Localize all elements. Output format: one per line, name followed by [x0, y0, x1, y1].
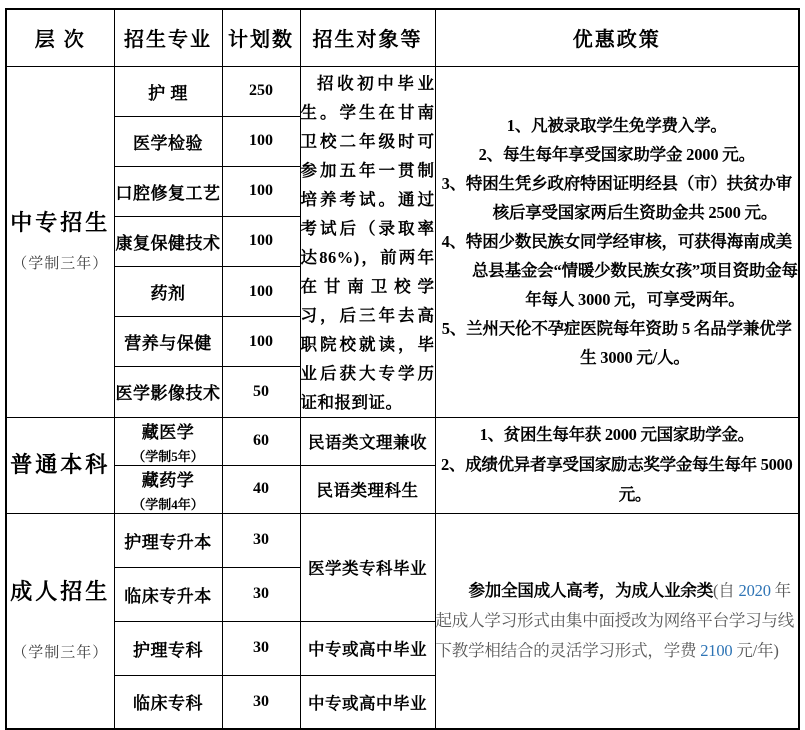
plan-cell: 100: [222, 166, 300, 216]
header-cell-plan: 计划数: [222, 9, 300, 66]
level-cell-benke: [6, 417, 114, 513]
major-note: （学制4年）: [132, 496, 204, 512]
target-cell: 民语类文理兼收: [300, 417, 435, 465]
plan-cell: 30: [222, 675, 300, 729]
target-cell-zhuanshengben: 医学类专科毕业: [300, 513, 435, 621]
major-cell: 营养与保健: [114, 317, 222, 367]
major-name: 藏医学: [141, 422, 195, 442]
policy-bold-text: 参加全国成人高考，为成人业余类: [468, 580, 714, 600]
policy-cell-chengren: [435, 513, 799, 729]
header-cell-policy: 优惠政策: [435, 9, 799, 66]
plan-cell: 50: [222, 367, 300, 417]
policy-item: 2、成绩优异者享受国家励志奖学金每生每年 5000 元。: [441, 455, 793, 504]
level-cell-chengren: [6, 513, 114, 729]
target-cell: 民语类理科生: [300, 465, 435, 513]
policy-item: 2、每生每年享受国家助学金 2000 元。: [478, 145, 755, 164]
major-cell: 护 理: [114, 66, 222, 116]
admissions-table: [5, 8, 800, 730]
policy-gray-text: (自: [713, 580, 739, 600]
policy-item: 3、特困生凭乡政府特困证明经县（市）扶贫办审核后享受国家两后生资助金共 2500 元。: [441, 174, 792, 222]
policy-item: 1、凡被录取学生免学费入学。: [506, 116, 727, 135]
plan-cell: 100: [222, 317, 300, 367]
policy-fee-number: 2100: [700, 640, 733, 660]
target-cell: 中专或高中毕业: [300, 675, 435, 729]
header-row: [6, 9, 799, 66]
target-text: 招收初中毕业生。学生在甘南卫校二年级时可参加五年一贯制培养考试。通过考试后（录取率达86%)，前两年在甘南卫校学习，后三年去高职院校就读，毕业后获大专学历证和报到证。: [300, 73, 435, 412]
policy-gray-text: 年起成人学习形式由集中面授改为网络平台学习与线下教学相结合的灵活学习形式，学费: [435, 580, 795, 660]
policy-year-number: 2020: [738, 580, 771, 600]
plan-cell: 100: [222, 116, 300, 166]
plan-cell: 30: [222, 621, 300, 675]
plan-cell: 30: [222, 513, 300, 567]
major-cell: [114, 465, 222, 513]
major-name: 藏药学: [141, 470, 195, 490]
policy-gray-text: 元/年): [732, 640, 779, 660]
policy-item: 1、贫困生每年获 2000 元国家助学金。: [479, 425, 754, 444]
policy-item: 4、特困少数民族女同学经审核，可获得海南成美总县基金会“情暖少数民族女孩”项目资助金每年每人 3000 元，可享受两年。: [441, 232, 798, 309]
plan-cell: 30: [222, 567, 300, 621]
policy-cell-zhongzhuan: [435, 66, 799, 417]
major-note: （学制5年）: [132, 448, 204, 464]
major-cell: 康复保健技术: [114, 216, 222, 266]
major-cell: 口腔修复工艺: [114, 166, 222, 216]
level-cell-zhongzhuan: [6, 66, 114, 417]
plan-cell: 60: [222, 417, 300, 465]
major-cell: 药剂: [114, 267, 222, 317]
policy-text: [436, 576, 799, 666]
table-row: [6, 417, 799, 465]
level-title: 中专招生: [10, 210, 111, 236]
major-cell: 临床专升本: [114, 567, 222, 621]
table-row: [6, 513, 799, 567]
plan-cell: 100: [222, 216, 300, 266]
major-cell: 医学影像技术: [114, 367, 222, 417]
header-cell-level: 层 次: [6, 9, 114, 66]
header-cell-target: 招生对象等: [300, 9, 435, 66]
plan-cell: 40: [222, 465, 300, 513]
major-cell: 护理专科: [114, 621, 222, 675]
level-note: （学制三年）: [12, 645, 109, 662]
policy-cell-benke: [435, 417, 799, 513]
plan-cell: 250: [222, 66, 300, 116]
major-cell: [114, 417, 222, 465]
target-cell-zhongzhuan: [300, 66, 435, 417]
level-note: （学制三年）: [12, 255, 109, 272]
policy-item: 5、兰州天伦不孕症医院每年资助 5 名品学兼优学生 3000 元/人。: [441, 319, 792, 367]
plan-cell: 100: [222, 267, 300, 317]
target-cell: 中专或高中毕业: [300, 621, 435, 675]
level-title: 成人招生: [10, 579, 111, 605]
major-cell: 医学检验: [114, 116, 222, 166]
major-cell: 临床专科: [114, 675, 222, 729]
major-cell: 护理专升本: [114, 513, 222, 567]
header-cell-major: 招生专业: [114, 9, 222, 66]
table-row: [6, 66, 799, 116]
level-title: 普通本科: [10, 451, 111, 477]
